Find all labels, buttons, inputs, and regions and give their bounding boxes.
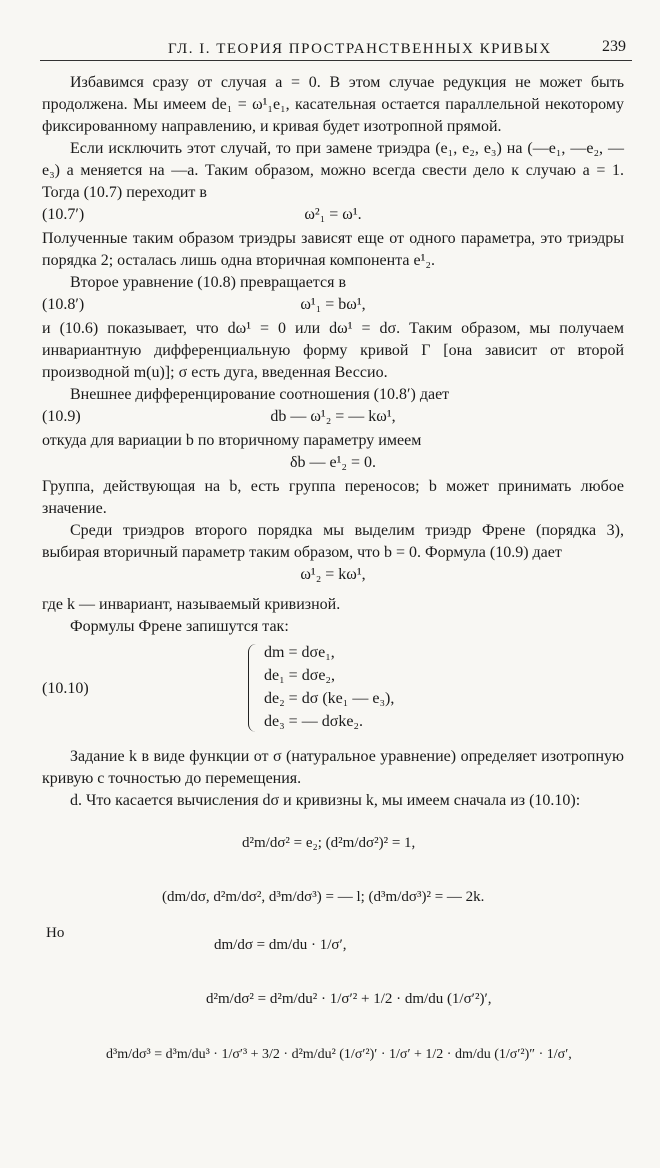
equation-body: δb — e¹₂ = 0. — [289, 454, 377, 471]
equation-10-9 — [42, 406, 624, 430]
frenet-lines — [264, 642, 394, 734]
frenet-line: de₂ = dσ (ke₁ — e₃), — [264, 690, 395, 707]
paragraph: Если исключить этот случай, то при замене триэдра (e₁, e₂, e₃) на (—e₁, —e₂, —e₃) a меняется на —a. Таким образом, можно всегда свести дело к случаю a = 1. Тогда (10.7) переходит в — [42, 140, 624, 201]
formula-line: dm/dσ = dm/du · 1/σ′, — [214, 937, 347, 953]
page-body — [42, 72, 624, 1168]
equation-label: (10.9) — [42, 408, 81, 425]
paragraph: откуда для вариации b по вторичному параметру имеем — [42, 432, 422, 449]
frenet-system — [42, 642, 624, 738]
equation-body: ω¹₁ = bω¹, — [300, 296, 366, 313]
paragraph: и (10.6) показывает, что dω¹ = 0 или dω¹ = dσ. Таким образом, мы получаем инвариантную дифференциальную форму кривой Γ [она зависит от второй производной m(u)]; σ есть дуга, введенная Вессио. — [42, 320, 624, 381]
equation-curvature — [42, 564, 624, 594]
paragraph: Избавимся сразу от случая a = 0. В этом случае редукция не может быть продолжена. Мы имеем de₁ = ω¹₁e₁, касательная остается параллельной некоторому фиксированному направлению, и кривая будет изотропной прямой. — [42, 74, 624, 135]
paragraph: где k — инвариант, называемый кривизной. — [42, 596, 341, 613]
frenet-line: de₃ = — dσke₂. — [264, 713, 364, 730]
left-brace — [248, 644, 257, 732]
equation-label: (10.10) — [42, 680, 89, 697]
paragraph: Группа, действующая на b, есть группа переносов; b может принимать любое значение. — [42, 478, 624, 517]
equation-body: db — ω¹₂ = — kω¹, — [270, 408, 396, 425]
equation-label: (10.7′) — [42, 206, 85, 223]
paragraph: Полученные таким образом триэдры зависят еще от одного параметра, это триэдры порядка 2; осталась лишь одна вторичная компонента e¹₂. — [42, 230, 624, 269]
no-word: Но — [46, 925, 65, 941]
running-head: ГЛ. I. ТЕОРИЯ ПРОСТРАНСТВЕННЫХ КРИВЫХ — [168, 41, 552, 57]
derivative-formulas — [42, 818, 624, 1168]
frenet-line: dm = dσe₁, — [264, 644, 335, 661]
equation-body: ω¹₂ = kω¹, — [300, 566, 366, 583]
page-header — [40, 34, 632, 61]
paragraph: Среди триэдров второго порядка мы выделим триэдр Френе (порядка 3), выбирая вторичный параметр таким образом, что b = 0. Формула (10.9) дает — [42, 522, 624, 561]
equation-label: (10.8′) — [42, 296, 85, 313]
equation-variation — [42, 452, 624, 476]
formula-line: d²m/dσ² = d²m/du² · 1/σ′² + 1/2 · dm/du (1/σ′²)′, — [206, 991, 492, 1007]
paragraph: Задание k в виде функции от σ (натуральное уравнение) определяет изотропную кривую с точностью до перемещения. — [42, 748, 624, 787]
formula-line: (dm/dσ, d²m/dσ², d³m/dσ³) = — l; (d³m/dσ³)² = — 2k. — [162, 889, 485, 905]
frenet-line: de₁ = dσe₂, — [264, 667, 336, 684]
formula-line: d³m/dσ³ = d³m/du³ · 1/σ′³ + 3/2 · d²m/du² (1/σ′²)′ · 1/σ′ + 1/2 · dm/du (1/σ′²)″ · 1/σ′, — [106, 1047, 572, 1062]
equation-10-8 — [42, 294, 624, 318]
paragraph: Формулы Френе запишутся так: — [70, 618, 289, 635]
page-number: 239 — [602, 38, 626, 55]
paragraph: Внешнее дифференцирование соотношения (10.8′) дает — [70, 386, 450, 403]
paragraph: d. Что касается вычисления dσ и кривизны k, мы имеем сначала из (10.10): — [70, 792, 581, 809]
paragraph: Второе уравнение (10.8) превращается в — [70, 274, 346, 291]
equation-body: ω²₁ = ω¹. — [304, 206, 362, 223]
equation-10-7 — [42, 204, 624, 228]
formula-line: d²m/dσ² = e₂; (d²m/dσ²)² = 1, — [242, 835, 416, 851]
